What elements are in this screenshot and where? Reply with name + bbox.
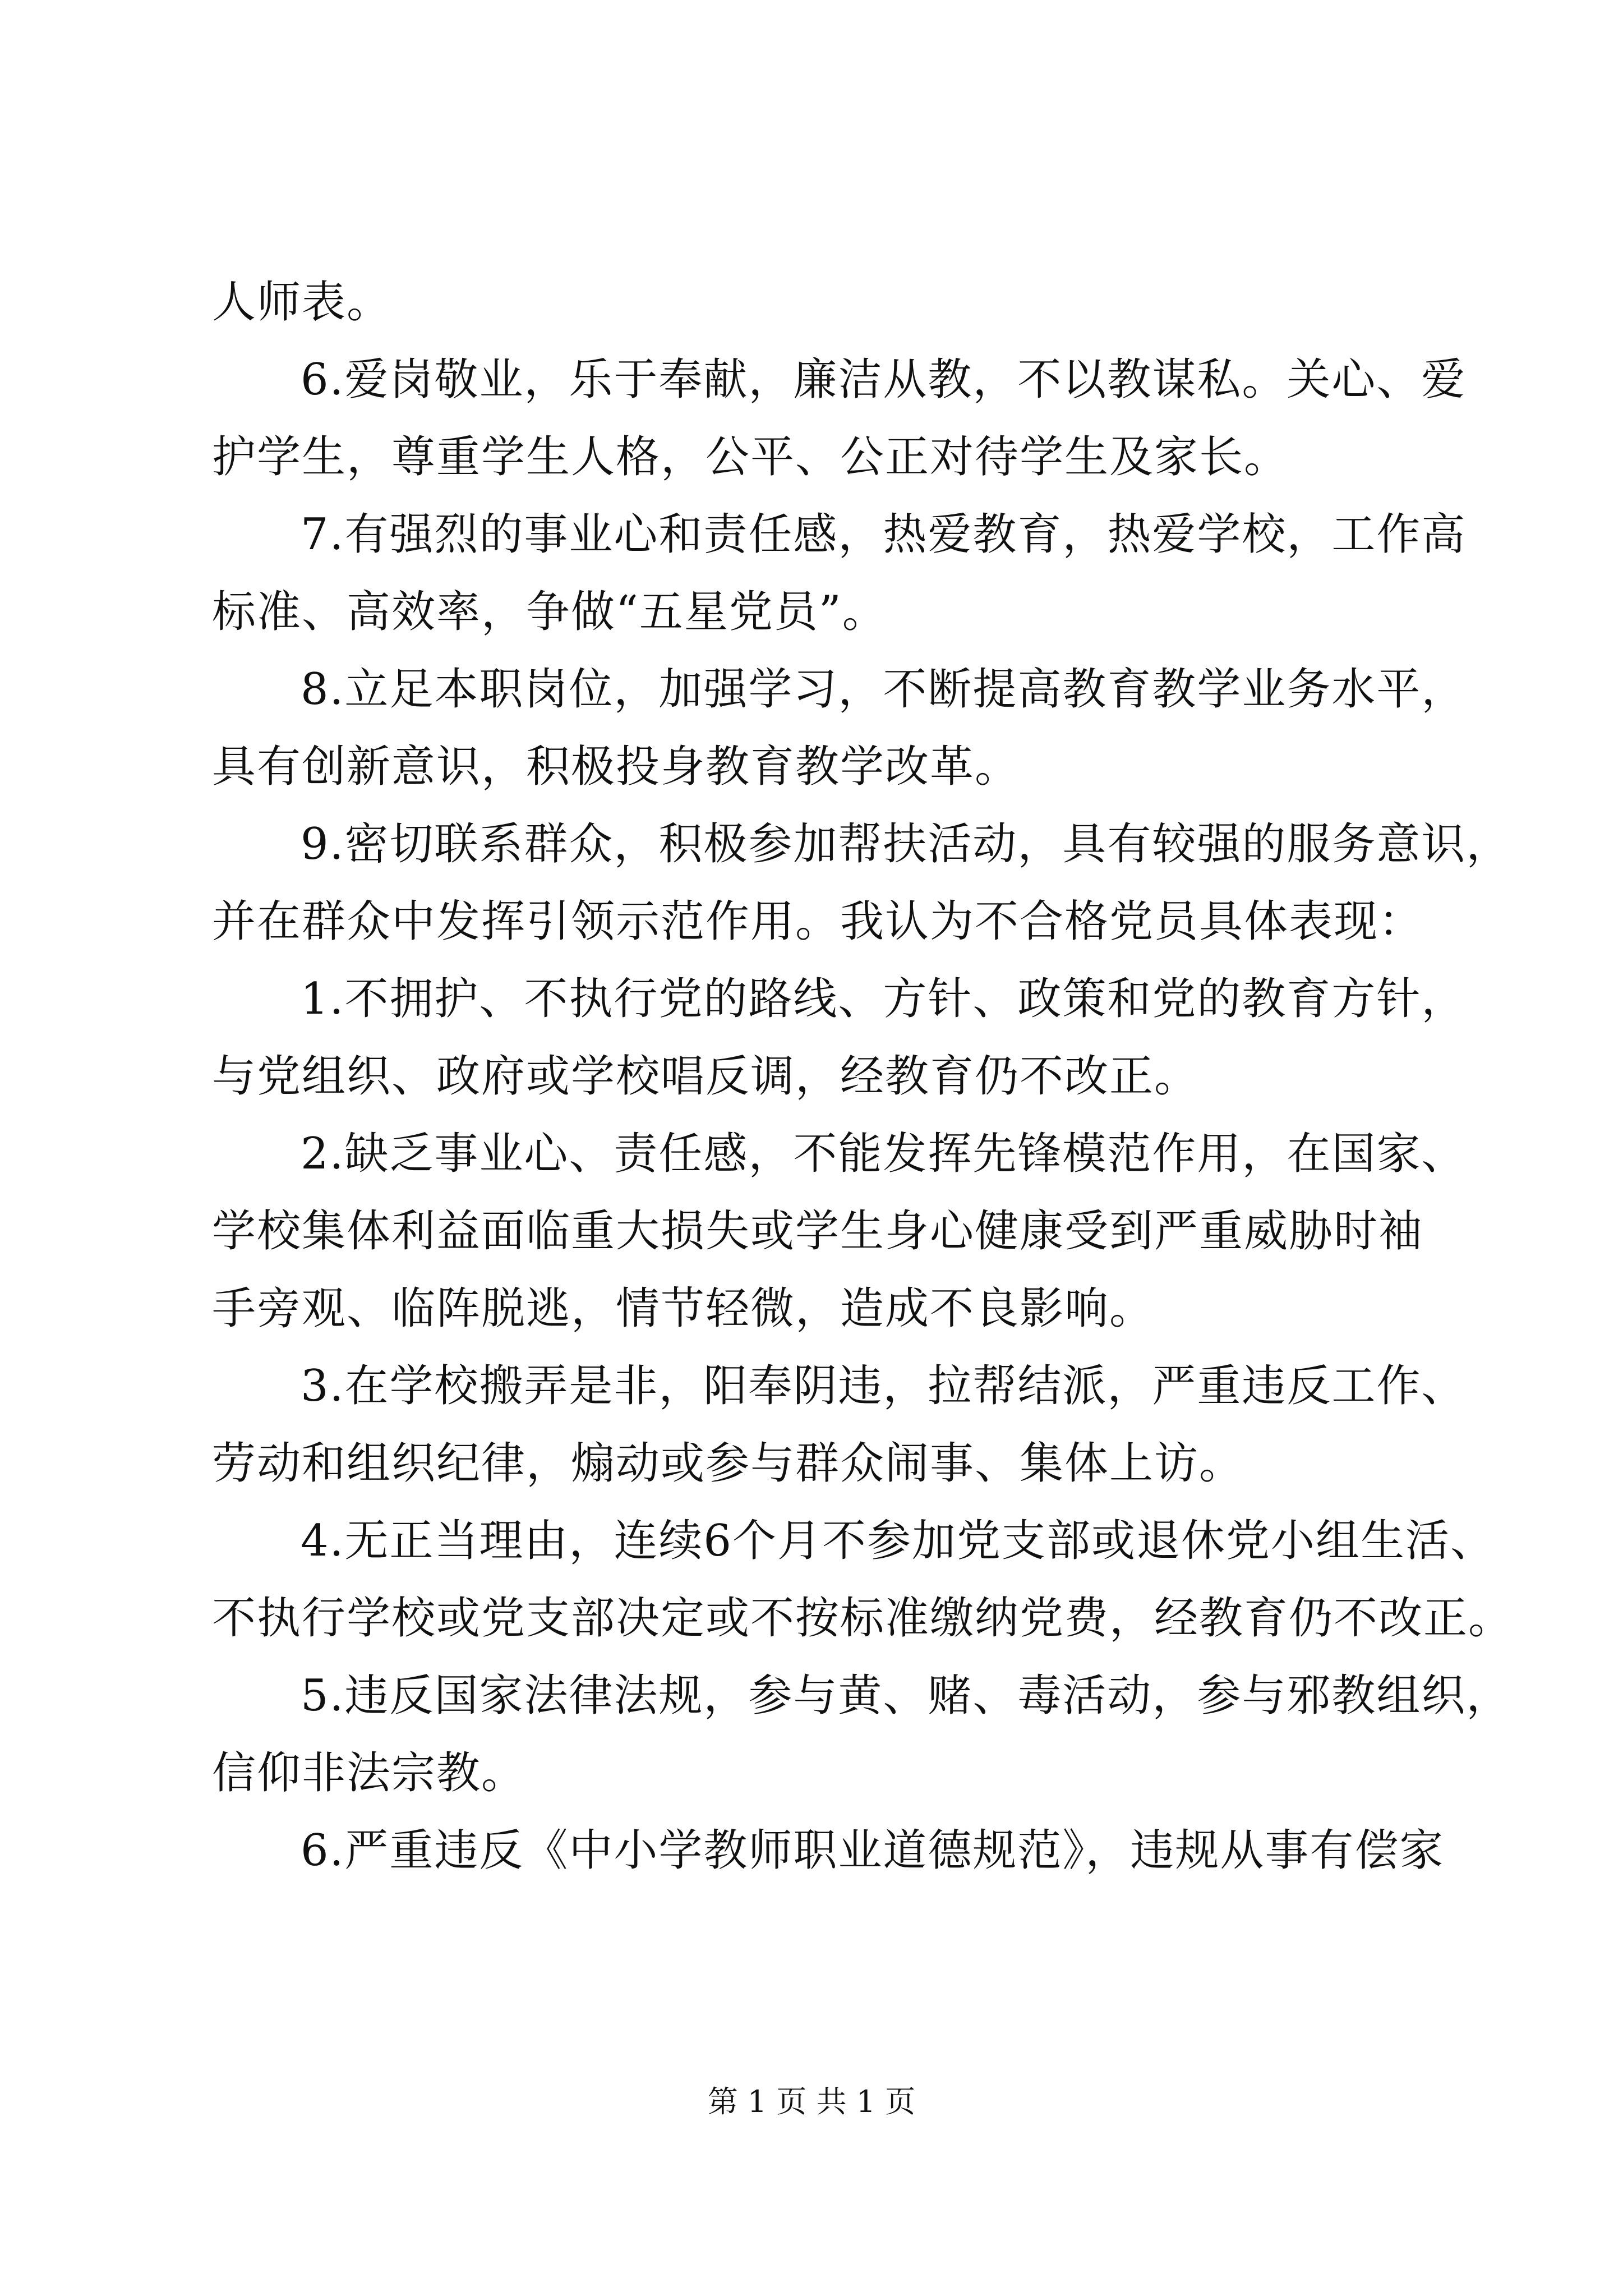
text-line: 9.密切联系群众，积极参加帮扶活动，具有较强的服务意识， bbox=[301, 819, 1511, 869]
text-line: 3.在学校搬弄是非，阳奉阴违，拉帮结派，严重违反工作、 bbox=[301, 1361, 1467, 1411]
text-line: 具有创新意识，积极投身教育教学改革。 bbox=[212, 742, 1020, 792]
text-line: 人师表。 bbox=[212, 277, 392, 328]
text-line: 学校集体利益面临重大损失或学生身心健康受到严重威胁时袖 bbox=[212, 1206, 1424, 1257]
text-line: 4.无正当理由，连续6个月不参加党支部或退休党小组生活、 bbox=[301, 1516, 1496, 1566]
text-line: 护学生，尊重学生人格，公平、公正对待学生及家长。 bbox=[212, 432, 1289, 482]
text-line: 并在群众中发挥引领示范作用。我认为不合格党员具体表现： bbox=[212, 896, 1424, 947]
body-text bbox=[212, 264, 1514, 1889]
page-footer bbox=[0, 2082, 1623, 2122]
text-line: 与党组织、政府或学校唱反调，经教育仍不改正。 bbox=[212, 1051, 1200, 1102]
text-line: 8.立足本职岗位，加强学习，不断提高教育教学业务水平， bbox=[301, 664, 1467, 715]
text-line: 6.爱岗敬业，乐于奉献，廉洁从教，不以教谋私。关心、爱 bbox=[301, 355, 1467, 405]
text-line: 5.违反国家法律法规，参与黄、赌、毒活动，参与邪教组织， bbox=[301, 1671, 1511, 1721]
text-line: 2.缺乏事业心、责任感，不能发挥先锋模范作用，在国家、 bbox=[301, 1129, 1467, 1179]
text-line: 劳动和组织纪律，煽动或参与群众闹事、集体上访。 bbox=[212, 1438, 1244, 1489]
page-number: 第 1 页 共 1 页 bbox=[707, 2084, 916, 2119]
text-line: 手旁观、临阵脱逃，情节轻微，造成不良影响。 bbox=[212, 1283, 1155, 1334]
text-line: 信仰非法宗教。 bbox=[212, 1748, 527, 1798]
text-line: 标准、高效率，争做“五星党员”。 bbox=[212, 587, 887, 637]
text-line: 不执行学校或党支部决定或不按标准缴纳党费，经教育仍不改正。 bbox=[212, 1593, 1514, 1644]
text-line: 7.有强烈的事业心和责任感，热爱教育，热爱学校，工作高 bbox=[301, 509, 1467, 560]
text-line: 6.严重违反《中小学教师职业道德规范》，违规从事有偿家 bbox=[301, 1825, 1445, 1876]
text-line: 1.不拥护、不执行党的路线、方针、政策和党的教育方针， bbox=[301, 974, 1467, 1024]
